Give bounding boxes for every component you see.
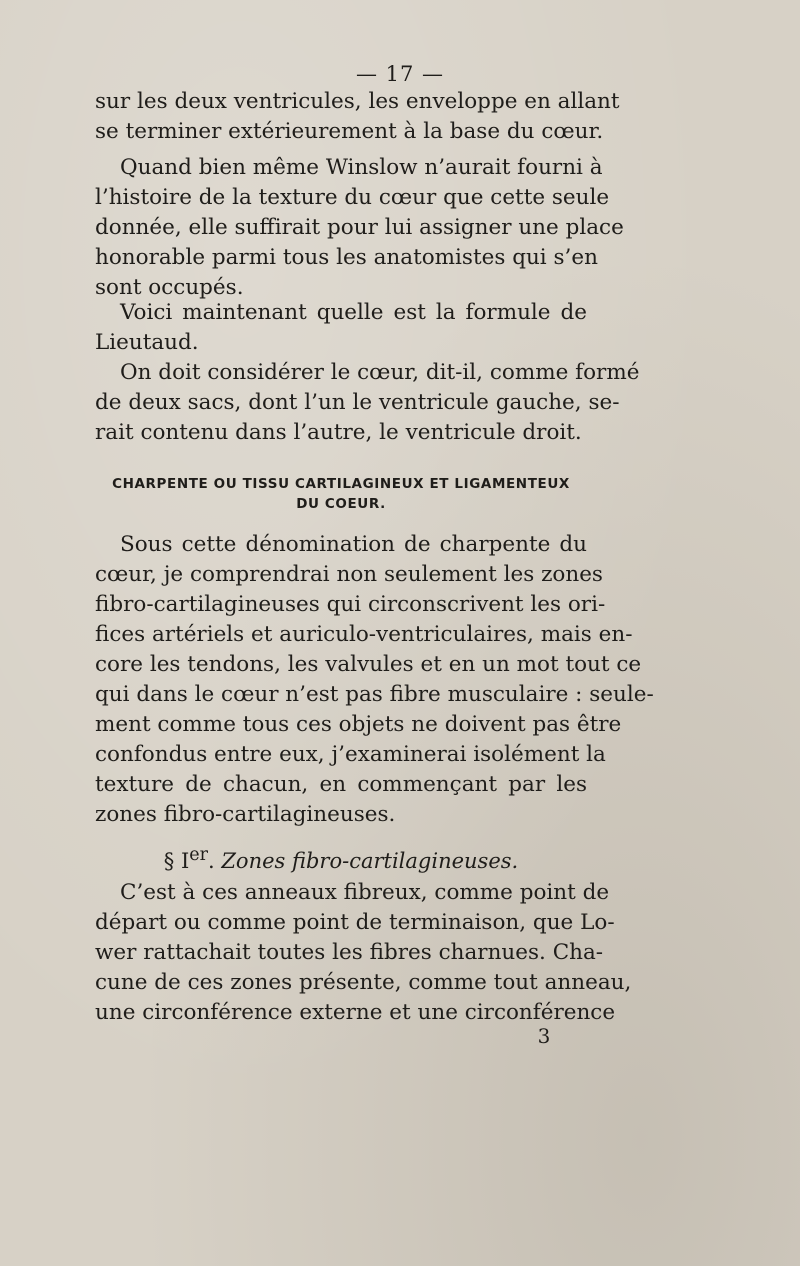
paragraph-quote (95, 358, 640, 448)
heading-line: CHARPENTE OU TISSU CARTILAGINEUX ET LIGAMENTEUX (112, 476, 570, 492)
section-mark-superscript: er (189, 845, 208, 865)
text-line: C’est à ces anneaux fibreux, comme point de (120, 880, 610, 905)
paragraph-anneaux (95, 878, 632, 1028)
chapter-heading (95, 474, 587, 514)
text-line: confondus entre eux, j’examinerai isolément la (95, 742, 606, 767)
text-line: une circonférence externe et une circonférence (95, 1000, 616, 1025)
paragraph-winslow (95, 153, 624, 303)
text-line: départ ou comme point de terminaison, que Lo- (95, 910, 615, 935)
text-line: wer rattachait toutes les fibres charnues. Cha- (95, 940, 604, 965)
text-line: Voici maintenant quelle est la formule de (120, 300, 587, 325)
text-line: Lieutaud. (95, 330, 199, 355)
text-line: Sous cette dénomination de charpente du (120, 532, 587, 557)
page-number: — 17 — (355, 62, 445, 86)
text-line: cœur, je comprendrai non seulement les zones (95, 562, 603, 587)
section-heading: § Ier. Zones fibro-cartilagineuses. (163, 845, 519, 873)
text-line: core les tendons, les valvules et en un mot tout ce (95, 652, 642, 677)
text-line: zones fibro-cartilagineuses. (95, 802, 396, 827)
text-line: On doit considérer le cœur, dit-il, comme formé (120, 360, 640, 385)
text-line: sont occupés. (95, 275, 244, 300)
text-line: cune de ces zones présente, comme tout anneau, (95, 970, 632, 995)
text-line: donnée, elle suffirait pour lui assigner une place (95, 215, 624, 240)
text-line: texture de chacun, en commençant par les (95, 772, 587, 797)
paragraph-continuation (95, 87, 620, 147)
text-line: fices artériels et auriculo-ventriculaires, mais en- (95, 622, 633, 647)
text-line: sur les deux ventricules, les enveloppe en allant (95, 89, 620, 114)
paragraph-charpente (95, 530, 654, 830)
text-line: qui dans le cœur n’est pas fibre musculaire : seule- (95, 682, 654, 707)
section-title: Zones fibro-cartilagineuses. (221, 849, 519, 873)
text-line: Quand bien même Winslow n’aurait fourni à (120, 155, 603, 180)
heading-line: DU COEUR. (296, 496, 386, 512)
text-line: l’histoire de la texture du cœur que cette seule (95, 185, 610, 210)
text-line: rait contenu dans l’autre, le ventricule droit. (95, 420, 582, 445)
section-mark: § I (163, 849, 190, 873)
text-line: de deux sacs, dont l’un le ventricule gauche, se- (95, 390, 620, 415)
text-line: honorable parmi tous les anatomistes qui s’en (95, 245, 598, 270)
text-line: fibro-cartilagineuses qui circonscrivent les ori- (95, 592, 606, 617)
paragraph-lieutaud (95, 298, 587, 358)
text-line: ment comme tous ces objets ne doivent pas être (95, 712, 622, 737)
text-line: se terminer extérieurement à la base du cœur. (95, 119, 604, 144)
signature-mark: 3 (537, 1024, 551, 1048)
